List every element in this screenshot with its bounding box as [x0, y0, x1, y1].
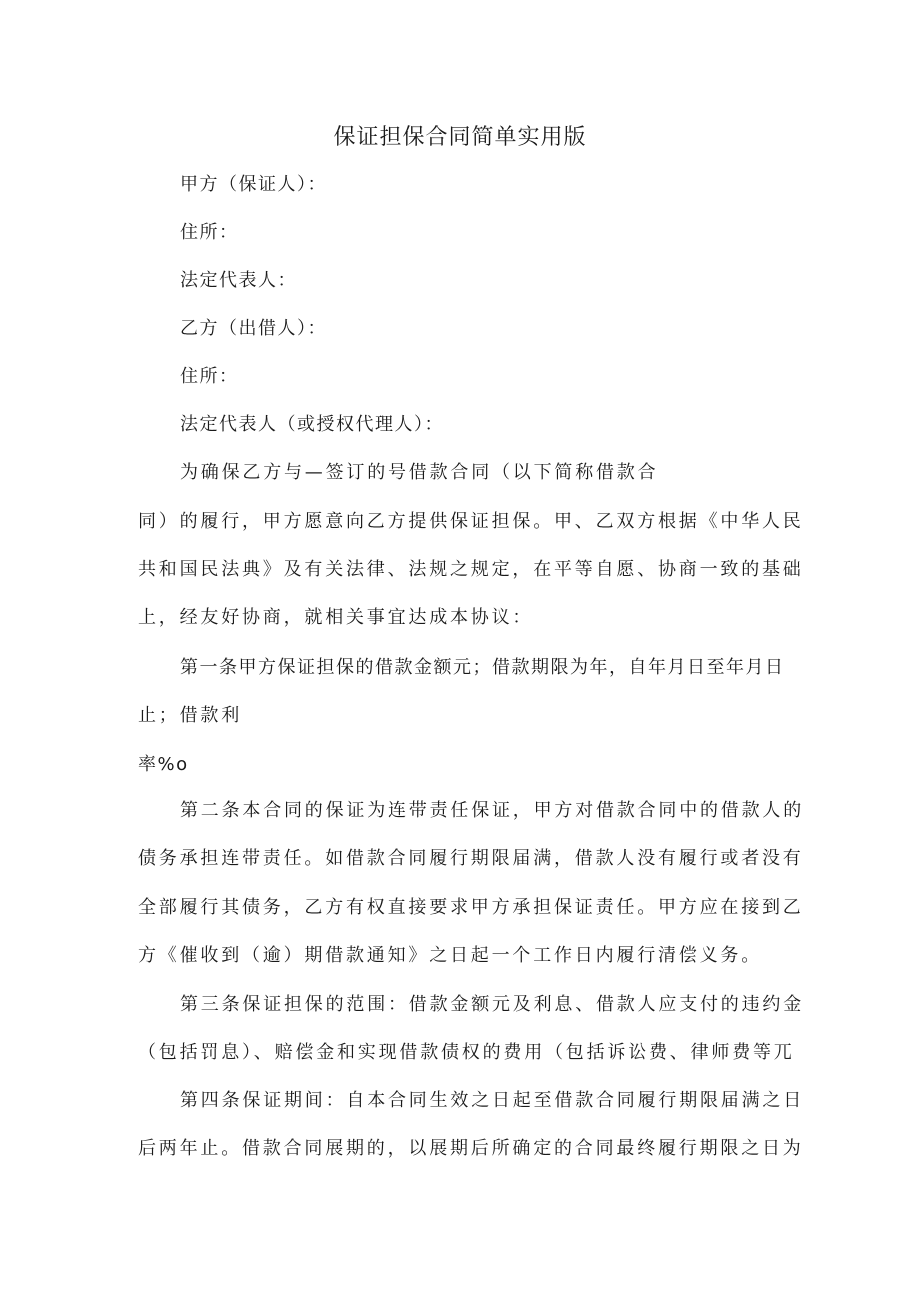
preamble-line: 上，经友好协商，就相关事宜达成本协议：: [138, 607, 534, 628]
article-1-line: 止；借款利: [138, 705, 242, 726]
article-3-line: 第三条保证担保的范围：借款金额元及利息、借款人应支付的违约金: [180, 994, 804, 1015]
preamble-line: 同）的履行，甲方愿意向乙方提供保证担保。甲、乙双方根据《中华人民: [138, 511, 804, 532]
article-1-line: 率%o: [138, 754, 189, 775]
article-4-line: 第四条保证期间：自本合同生效之日起至借款合同履行期限届满之日: [180, 1090, 804, 1111]
preamble-line: 为确保乙方与—签订的号借款合同（以下简称借款合: [180, 462, 659, 483]
party-a-representative-line: 法定代表人：: [180, 270, 297, 291]
article-2-line: 全部履行其债务，乙方有权直接要求甲方承担保证责任。甲方应在接到乙: [138, 897, 804, 918]
article-2-line: 债务承担连带责任。如借款合同履行期限届满，借款人没有履行或者没有: [138, 848, 804, 869]
article-2-line: 方《催收到（逾）期借款通知》之日起一个工作日内履行清偿义务。: [138, 945, 762, 966]
party-a-line: 甲方（保证人）：: [180, 174, 327, 195]
preamble-line: 共和国民法典》及有关法律、法规之规定，在平等自愿、协商一致的基础: [138, 559, 804, 580]
party-b-representative-line: 法定代表人（或授权代理人）：: [180, 414, 444, 435]
article-2-line: 第二条本合同的保证为连带责任保证，甲方对借款合同中的借款人的: [180, 800, 804, 821]
document-title: 保证担保合同简单实用版: [333, 125, 587, 150]
party-b-address-line: 住所：: [180, 366, 239, 387]
article-4-line: 后两年止。借款合同展期的，以展期后所确定的合同最终履行期限之日为: [138, 1138, 804, 1159]
party-a-address-line: 住所：: [180, 222, 239, 243]
article-1-line: 第一条甲方保证担保的借款金额元；借款期限为年，自年月日至年月日: [180, 657, 785, 678]
article-3-line: （包括罚息）、赔偿金和实现借款债权的费用（包括诉讼费、律师费等兀: [138, 1042, 795, 1063]
party-b-line: 乙方（出借人）：: [180, 318, 327, 339]
